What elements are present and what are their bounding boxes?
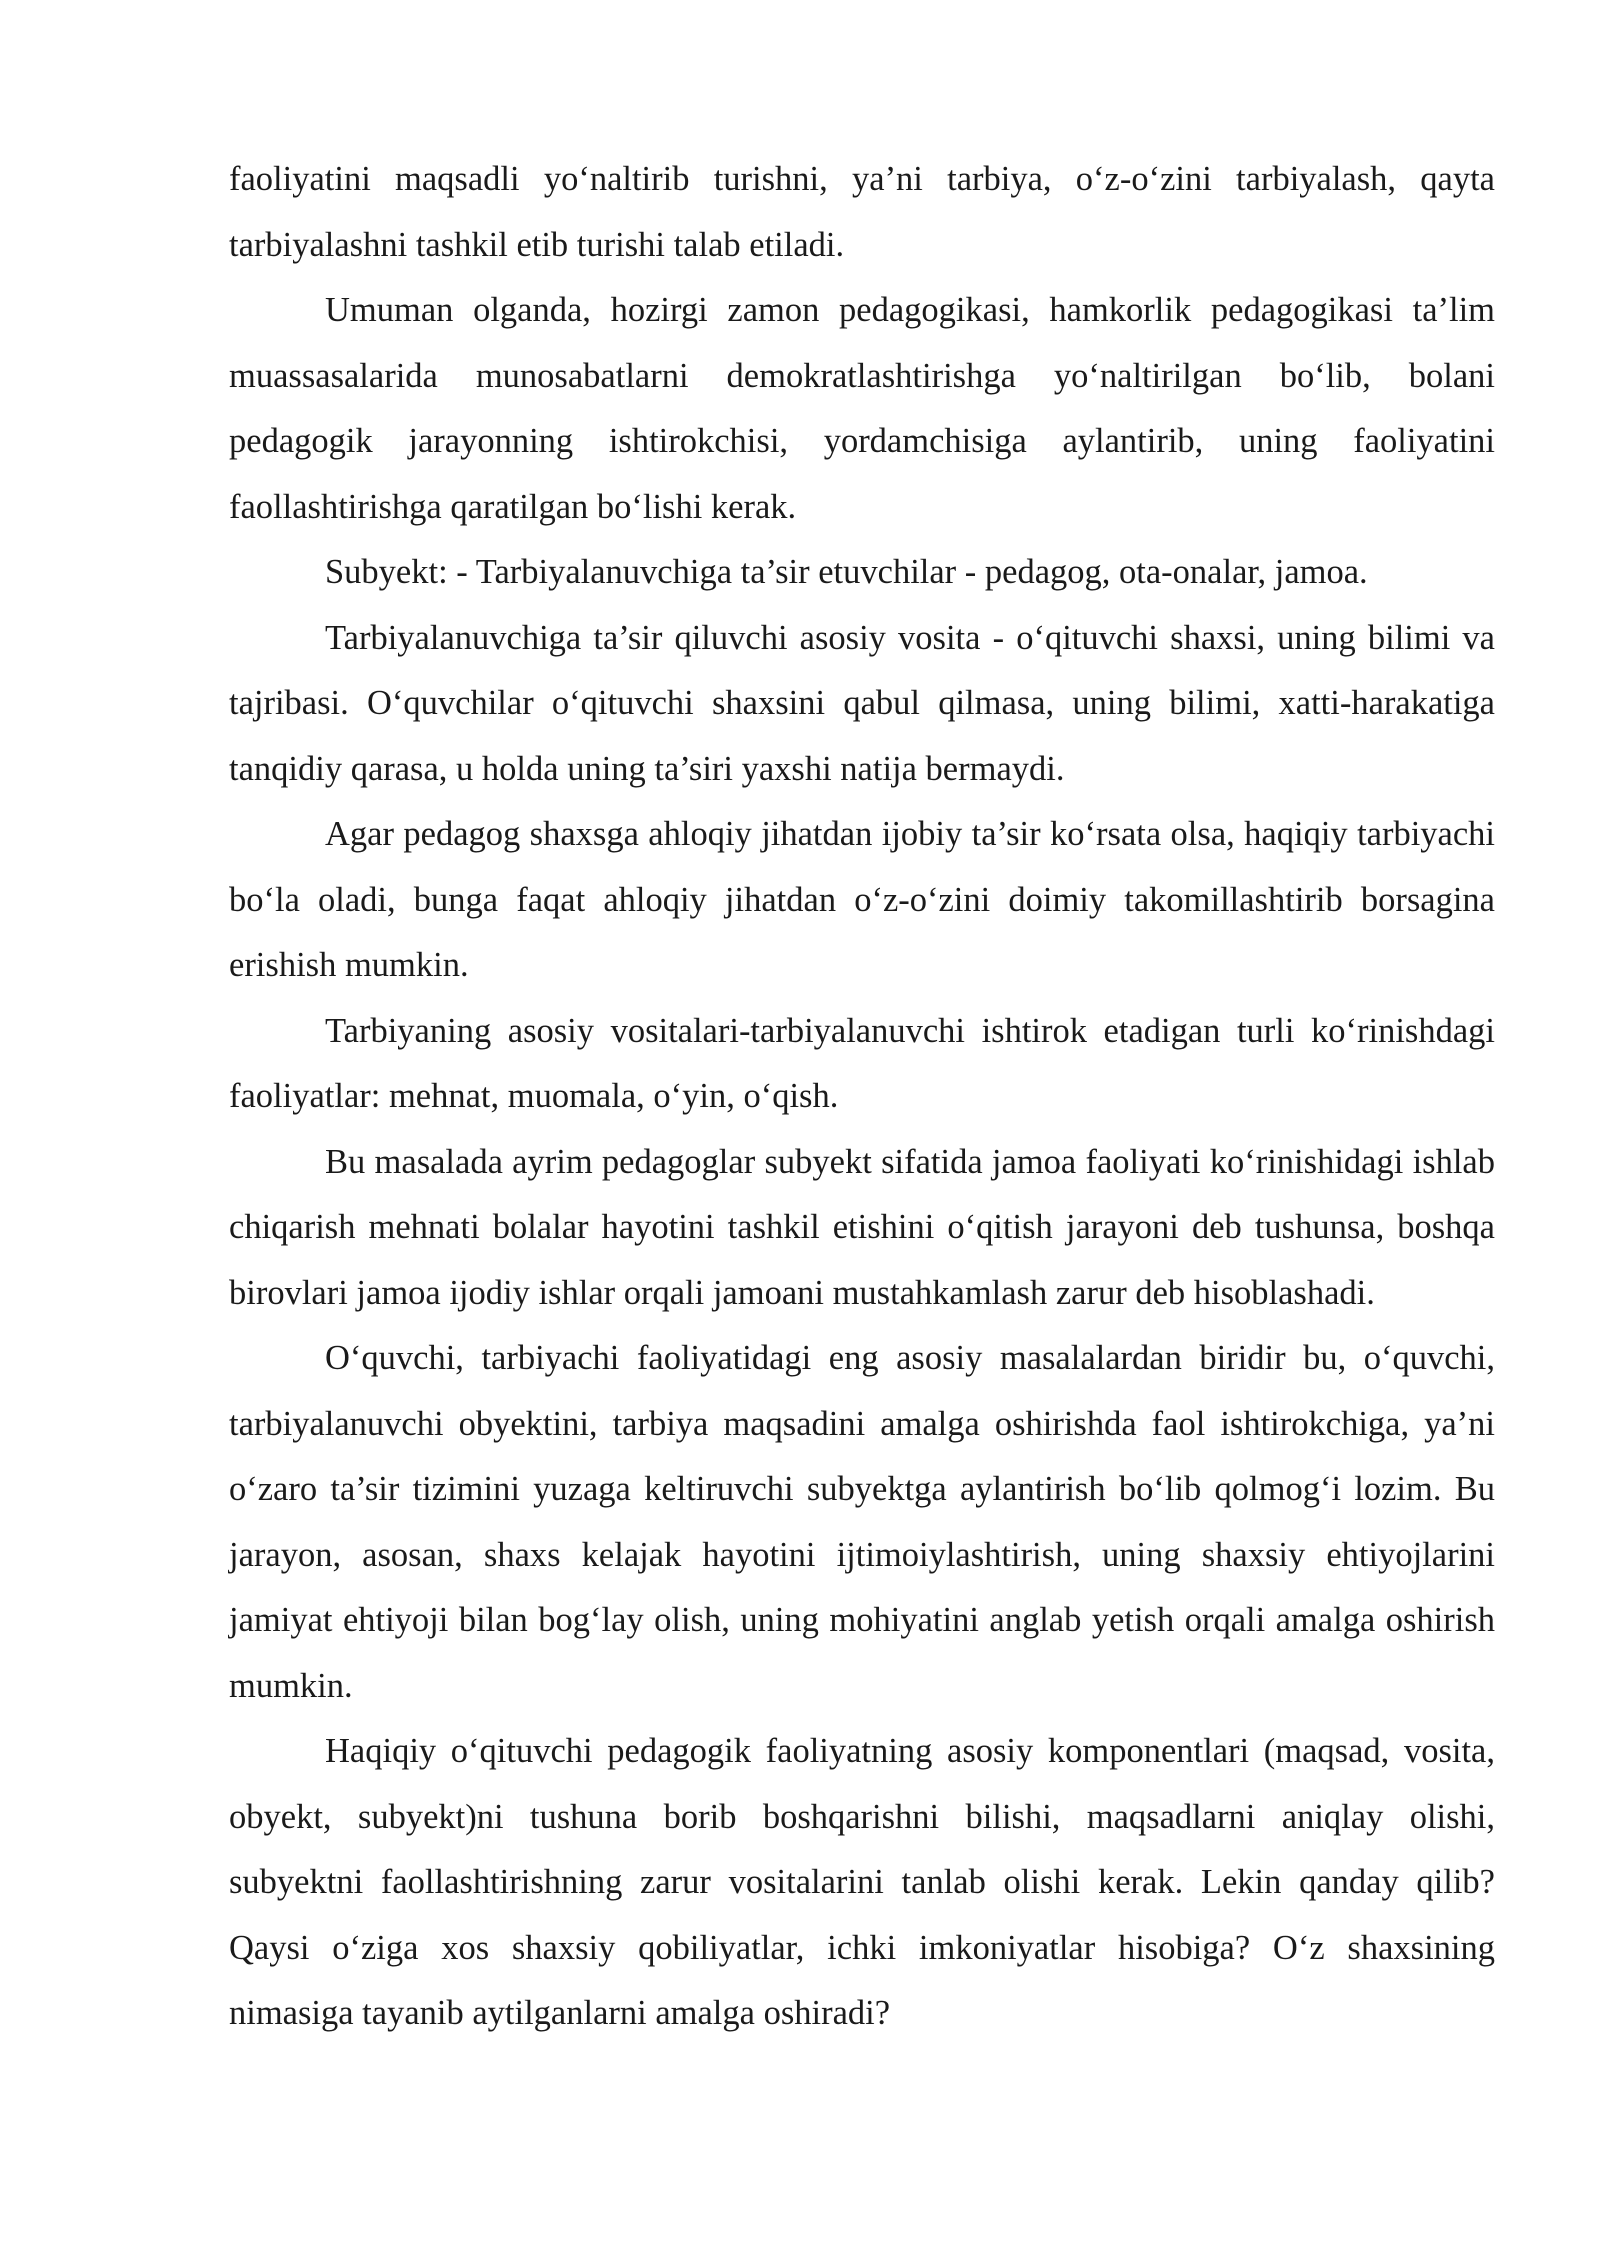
paragraph: Subyekt: - Tarbiyalanuvchiga ta’sir etuvchilar - pedagog, ota-onalar, jamoa. bbox=[325, 553, 1368, 591]
paragraph-continuation: faoliyatini maqsadli yo‘naltirib turishni, ya’ni tarbiya, o‘z-o‘zini tarbiyalash, qayta tarbiyalashni tashkil etib turishi talab etiladi. bbox=[229, 160, 1495, 264]
paragraph: Tarbiyaning asosiy vositalari-tarbiyalanuvchi ishtirok etadigan turli ko‘rinishdagi faoliyatlar: mehnat, muomala, o‘yin, o‘qish. bbox=[229, 1011, 1495, 1115]
paragraph: Tarbiyalanuvchiga ta’sir qiluvchi asosiy vosita - o‘qituvchi shaxsi, uning bilimi va tajribasi. O‘quvchilar o‘qituvchi shaxsini qabul qilmasa, uning bilimi, xatti-harakatiga tanqidiy qarasa, u holda uning ta’siri yaxshi natija bermaydi. bbox=[229, 618, 1495, 788]
paragraph: Haqiqiy o‘qituvchi pedagogik faoliyatning asosiy komponentlari (maqsad, vosita, obyekt, subyekt)ni tushuna borib boshqarishni bilishi, maqsadlarni aniqlay olishi, subyektni faollashtirishning zarur vositalarini tanlab olishi kerak. Lekin qanday qilib? Qaysi o‘ziga xos shaxsiy qobiliyatlar, ichki imkoniyatlar hisobiga? O‘z shaxsining nimasiga tayanib aytilganlarni amalga oshiradi? bbox=[229, 1732, 1495, 2032]
paragraph: Agar pedagog shaxsga ahloqiy jihatdan ijobiy ta’sir ko‘rsata olsa, haqiqiy tarbiyachi bo‘la oladi, bunga faqat ahloqiy jihatdan o‘z-o‘zini doimiy takomillashtirib borsagina erishish mumkin. bbox=[229, 815, 1495, 984]
document-page bbox=[229, 147, 1495, 2047]
paragraph: Bu masalada ayrim pedagoglar subyekt sifatida jamoa faoliyati ko‘rinishidagi ishlab chiqarish mehnati bolalar hayotini tashkil etishini o‘qitish jarayoni deb tushunsa, boshqa birovlari jamoa ijodiy ishlar orqali jamoani mustahkamlash zarur deb hisoblashadi. bbox=[229, 1142, 1495, 1312]
paragraph: Umuman olganda, hozirgi zamon pedagogikasi, hamkorlik pedagogikasi ta’lim muassasalarida munosabatlarni demokratlashtirishga yo‘naltirilgan bo‘lib, bolani pedagogik jarayonning ishtirokchisi, yordamchisiga aylantirib, uning faoliyatini faollashtirishga qaratilgan bo‘lishi kerak. bbox=[229, 291, 1495, 526]
paragraph: O‘quvchi, tarbiyachi faoliyatidagi eng asosiy masalalardan biridir bu, o‘quvchi, tarbiyalanuvchi obyektini, tarbiya maqsadini amalga oshirishda faol ishtirokchiga, ya’ni o‘zaro ta’sir tizimini yuzaga keltiruvchi subyektga aylantirish bo‘lib qolmog‘i lozim. Bu jarayon, asosan, shaxs kelajak hayotini ijtimoiylashtirish, uning shaxsiy ehtiyojlarini jamiyat ehtiyoji bilan bog‘lay olish, uning mohiyatini anglab yetish orqali amalga oshirish mumkin. bbox=[229, 1339, 1495, 1705]
